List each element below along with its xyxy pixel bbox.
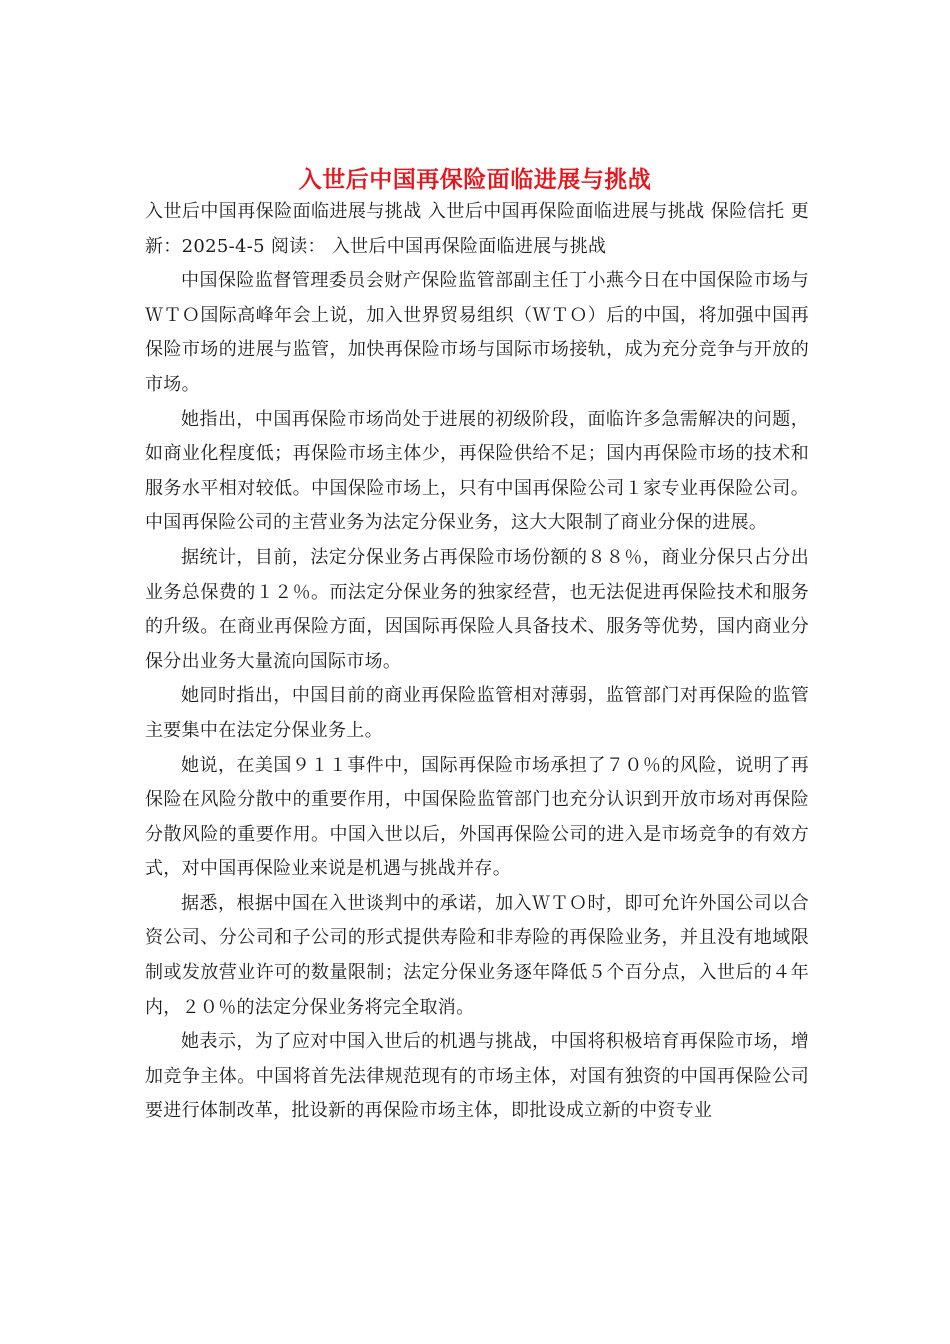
paragraph-5: 她说，在美国９１１事件中，国际再保险市场承担了７０％的风险，说明了再保险在风险分散中的重要作用，中国保险监管部门也充分认识到开放市场对再保险分散风险的重要作用。中国入世以后，外国再保险公司的进入是市场竞争的有效方式，对中国再保险业来说是机遇与挑战并存。 — [145, 754, 809, 880]
document-body — [145, 195, 809, 1129]
document-meta-line: 入世后中国再保险面临进展与挑战 入世后中国再保险面临进展与挑战 保险信托 更新：2025-4-5 阅读： 入世后中国再保险面临进展与挑战 — [145, 201, 809, 257]
document-title: 入世后中国再保险面临进展与挑战 — [298, 167, 652, 194]
paragraph-2: 她指出，中国再保险市场尚处于进展的初级阶段，面临许多急需解决的问题，如商业化程度低；再保险市场主体少，再保险供给不足；国内再保险市场的技术和服务水平相对较低。中国保险市场上，只有中国再保险公司１家专业再保险公司。中国再保险公司的主营业务为法定分保业务，这大大限制了商业分保的进展。 — [145, 408, 809, 534]
paragraph-1: 中国保险监督管理委员会财产保险监管部副主任丁小燕今日在中国保险市场与ＷＴＯ国际高峰年会上说，加入世界贸易组织（ＷＴＯ）后的中国，将加强中国再保险市场的进展与监管，加快再保险市场与国际市场接轨，成为充分竞争与开放的市场。 — [145, 270, 809, 395]
paragraph-4: 她同时指出，中国目前的商业再保险监管相对薄弱，监管部门对再保险的监管主要集中在法定分保业务上。 — [145, 685, 809, 741]
paragraph-3: 据统计，目前，法定分保业务占再保险市场份额的８８％，商业分保只占分出业务总保费的１２％。而法定分保业务的独家经营，也无法促进再保险技术和服务的升级。在商业再保险方面，因国际再保险人具备技术、服务等优势，国内商业分保分出业务大量流向国际市场。 — [145, 546, 809, 672]
paragraph-6: 据悉，根据中国在入世谈判中的承诺，加入ＷＴＯ时，即可允许外国公司以合资公司、分公司和子公司的形式提供寿险和非寿险的再保险业务，并且没有地域限制或发放营业许可的数量限制；法定分保业务逐年降低５个百分点，入世后的４年内，２０％的法定分保业务将完全取消。 — [145, 892, 809, 1018]
paragraph-7: 她表示，为了应对中国入世后的机遇与挑战，中国将积极培育再保险市场，增加竞争主体。中国将首先法律规范现有的市场主体，对国有独资的中国再保险公司要进行体制改革，批设新的再保险市场主体，即批设成立新的中资专业 — [145, 1031, 809, 1122]
